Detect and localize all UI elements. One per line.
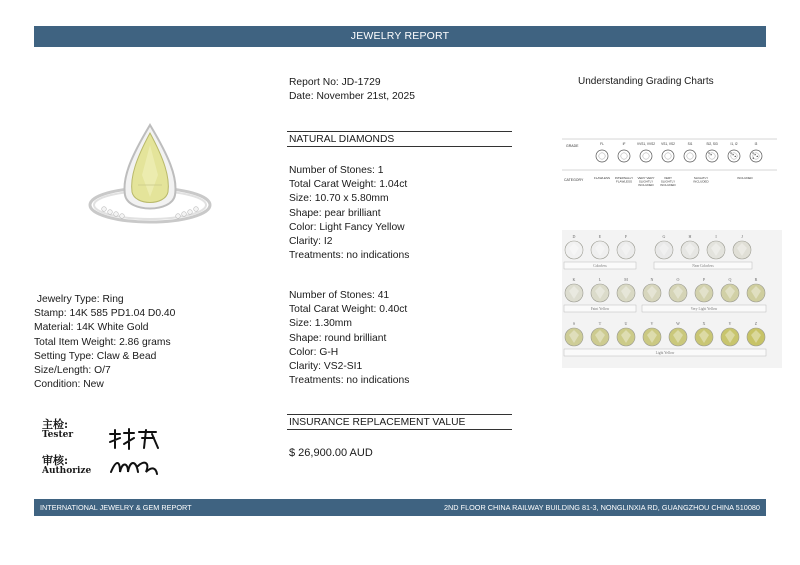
color-letter-E: E — [598, 234, 602, 239]
color-letter-I: I — [715, 234, 717, 239]
color-letter-U: U — [624, 321, 628, 326]
side-size: Size: 1.30mm — [289, 318, 352, 330]
clarity-category-1: INTERNALLY FLAWLESS — [614, 176, 634, 184]
color-stone-Q — [721, 284, 739, 302]
report-date: Date: November 21st, 2025 — [289, 91, 415, 103]
color-stone-V — [643, 328, 661, 346]
side-clarity: Clarity: VS2-SI1 — [289, 361, 363, 373]
color-stone-N — [643, 284, 661, 302]
color-letter-W: W — [676, 321, 680, 326]
color-stone-O — [669, 284, 687, 302]
clarity-grade-label: GRADE — [566, 144, 579, 148]
center-stone-details — [289, 164, 409, 263]
clarity-grade-1: IF — [622, 142, 626, 146]
color-letter-G: G — [662, 234, 666, 239]
insurance-header: INSURANCE REPLACEMENT VALUE — [287, 414, 512, 430]
jewelry-type: Jewelry Type: Ring — [34, 294, 124, 305]
color-stone-L — [591, 284, 609, 302]
color-letter-L: L — [598, 277, 602, 282]
grading-charts-title: Understanding Grading Charts — [578, 76, 714, 87]
clarity-stone-6 — [728, 150, 740, 162]
color-stone-G — [655, 241, 673, 259]
color-letter-D: D — [572, 234, 576, 239]
report-info — [289, 76, 415, 104]
clarity-category-2: VERY VERY SLIGHTLY INCLUDED — [637, 176, 655, 188]
color-stone-H — [681, 241, 699, 259]
side-color: Color: G-H — [289, 346, 339, 358]
center-size: Size: 10.70 x 5.80mm — [289, 193, 389, 205]
color-stone-I — [707, 241, 725, 259]
color-stone-F — [617, 241, 635, 259]
clarity-stone-3 — [662, 150, 674, 162]
color-letter-K: K — [572, 277, 576, 282]
clarity-grade-5: SI2, SI3 — [706, 142, 718, 146]
top-banner — [34, 26, 766, 47]
side-carat-weight: Total Carat Weight: 0.40ct — [289, 304, 408, 316]
center-treatments: Treatments: no indications — [289, 250, 410, 262]
clarity-stone-7 — [750, 150, 762, 162]
color-letter-Y: Y — [728, 321, 732, 326]
color-letter-M: M — [624, 277, 628, 282]
clarity-grade-2: VVS1, VVS2 — [636, 142, 656, 146]
color-stone-K — [565, 284, 583, 302]
clarity-grade-3: VS1, VS2 — [661, 142, 675, 146]
color-label-1-0: Faint Yellow — [590, 307, 610, 312]
footer-address: 2ND FLOOR CHINA RAILWAY BUILDING 81-3, NONGLINXIA RD, GUANGZHOU CHINA 510080 — [443, 503, 760, 512]
color-label-0-0: Colorless — [593, 264, 607, 269]
color-letter-R: R — [754, 277, 758, 282]
jewelry-condition: Condition: New — [34, 379, 104, 391]
footer-banner — [34, 499, 766, 516]
color-stone-X — [695, 328, 713, 346]
authorize-signature — [108, 456, 160, 478]
report-title: JEWELRY REPORT — [350, 30, 450, 42]
color-stone-P — [695, 284, 713, 302]
center-color: Color: Light Fancy Yellow — [289, 221, 405, 233]
color-letter-X: X — [702, 321, 706, 326]
color-label-0-1: Near Colorless — [692, 264, 714, 269]
insurance-value: $ 26,900.00 AUD — [289, 447, 373, 459]
clarity-grade-0: FL — [600, 142, 604, 146]
side-shape: Shape: round brilliant — [289, 332, 387, 344]
clarity-stone-0 — [596, 150, 608, 162]
color-stone-E — [591, 241, 609, 259]
color-label-2-0: Light Yellow — [655, 351, 675, 356]
center-shape: Shape: pear brilliant — [289, 207, 381, 219]
color-letter-P: P — [702, 277, 706, 282]
clarity-grade-chart — [562, 134, 777, 194]
clarity-category-4: SLIGHTLY INCLUDED — [693, 176, 709, 184]
clarity-stone-5 — [706, 150, 718, 162]
tester-en: Tester — [42, 430, 74, 440]
color-letter-Q: Q — [728, 277, 732, 282]
tester-cn: 主检: — [42, 418, 69, 431]
clarity-stone-4 — [684, 150, 696, 162]
color-stone-T — [591, 328, 609, 346]
clarity-category-label: CATEGORY — [564, 178, 584, 182]
footer-company: INTERNATIONAL JEWELRY & GEM REPORT — [40, 503, 192, 512]
color-grade-chart — [562, 230, 782, 368]
color-letter-H: H — [688, 234, 692, 239]
clarity-grade-4: SI1 — [687, 142, 693, 146]
report-number: Report No: JD-1729 — [289, 77, 381, 88]
clarity-grade-6: I1, I2 — [730, 142, 738, 146]
color-stone-R — [747, 284, 765, 302]
authorize-label — [42, 456, 91, 476]
color-label-1-1: Very Light Yellow — [690, 307, 718, 312]
side-stones-count: Number of Stones: 41 — [289, 290, 390, 301]
color-letter-Z: Z — [754, 321, 758, 326]
color-letter-S: S — [572, 321, 576, 326]
jewelry-size: Size/Length: O/7 — [34, 365, 111, 377]
clarity-category-3: VERY SLIGHTLY INCLUDED — [660, 176, 676, 188]
clarity-grade-7: I3 — [754, 142, 758, 146]
color-stone-M — [617, 284, 635, 302]
center-stones-count: Number of Stones: 1 — [289, 165, 384, 176]
tester-label — [42, 420, 73, 440]
clarity-category-0: FLAWLESS — [594, 176, 610, 180]
color-letter-O: O — [676, 277, 680, 282]
jewelry-stamp: Stamp: 14K 585 PD1.04 D0.40 — [34, 308, 176, 320]
color-stone-U — [617, 328, 635, 346]
color-letter-V: V — [650, 321, 654, 326]
authorize-en: Authorize — [42, 466, 92, 476]
clarity-stone-1 — [618, 150, 630, 162]
color-stone-Z — [747, 328, 765, 346]
color-letter-J: J — [741, 234, 743, 239]
color-stone-D — [565, 241, 583, 259]
color-stone-J — [733, 241, 751, 259]
jewelry-details — [34, 293, 175, 392]
authorize-cn: 审核: — [42, 454, 69, 467]
ring-image — [80, 105, 220, 260]
side-treatments: Treatments: no indications — [289, 375, 410, 387]
clarity-stone-2 — [640, 150, 652, 162]
side-stone-details — [289, 289, 409, 388]
clarity-category-5: INCLUDED — [737, 176, 753, 180]
center-clarity: Clarity: I2 — [289, 236, 333, 248]
tester-signature — [106, 428, 164, 452]
color-stone-S — [565, 328, 583, 346]
color-letter-F: F — [624, 234, 628, 239]
jewelry-setting: Setting Type: Claw & Bead — [34, 350, 157, 362]
center-carat-weight: Total Carat Weight: 1.04ct — [289, 179, 408, 191]
jewelry-weight: Total Item Weight: 2.86 grams — [34, 336, 171, 348]
natural-diamonds-header: NATURAL DIAMONDS — [287, 131, 512, 147]
color-letter-N: N — [650, 277, 654, 282]
color-letter-T: T — [598, 321, 602, 326]
jewelry-material: Material: 14K White Gold — [34, 322, 149, 334]
color-stone-Y — [721, 328, 739, 346]
color-stone-W — [669, 328, 687, 346]
